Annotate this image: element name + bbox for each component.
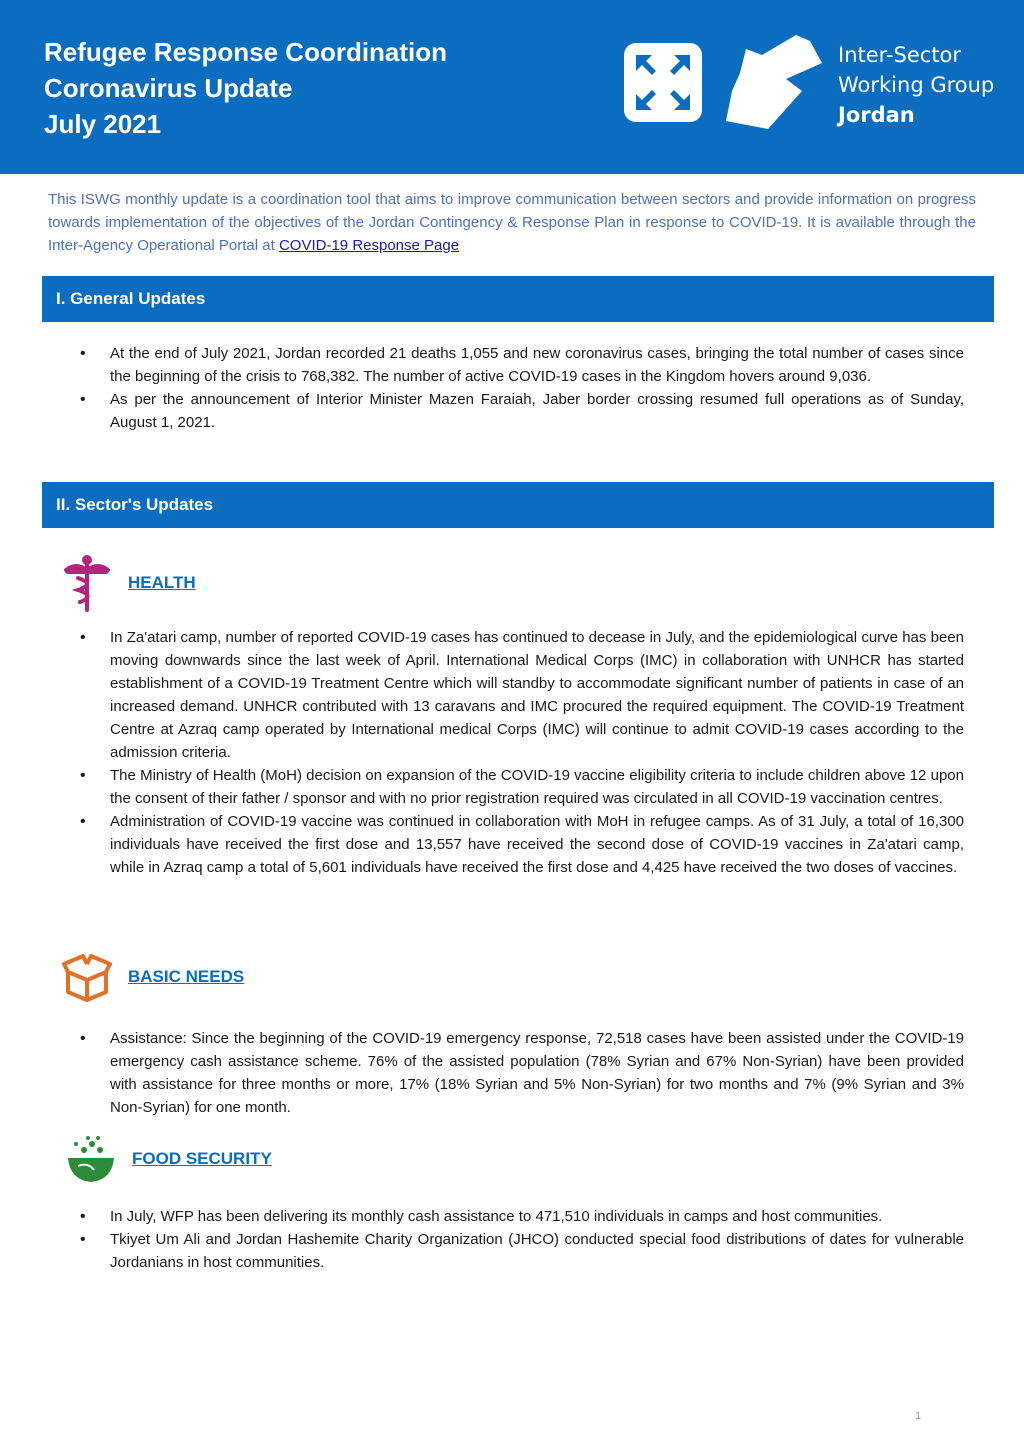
jordan-map-icon — [726, 33, 828, 129]
covid-response-page-link[interactable]: COVID-19 Response Page — [278, 237, 460, 254]
food-security-sector-header — [64, 1132, 272, 1186]
list-item: • Administration of COVID-19 vaccine was continued in collaboration with MoH in refugee camps. As of 31 July, a total of 16,300 individuals have received the first dose and 13,557 have received the second dose of COVID-19 vaccines in Za'atari camp, while in Azraq camp a total of 5,601 individuals have received the first dose and 4,425 have received the two doses of vaccines. — [78, 810, 964, 879]
health-sector-header — [62, 554, 196, 612]
food-security-sector-title[interactable]: FOOD SECURITY — [132, 1149, 272, 1168]
arrows-converging-icon — [622, 41, 704, 124]
health-sector-title[interactable]: HEALTH — [128, 573, 196, 592]
org-name-line-3: Jordan — [838, 103, 915, 127]
report-title — [44, 34, 447, 142]
report-title-line-2: Coronavirus Update — [44, 73, 293, 103]
basic-needs-sector-header — [62, 952, 244, 1002]
caduceus-icon — [62, 554, 112, 612]
list-item: • At the end of July 2021, Jordan recorded 21 deaths 1,055 and new coronavirus cases, bringing the total number of cases since the beginning of the crisis to 768,382. The number of active COVID-19 cases in the Kingdom hovers around 9,036. — [78, 342, 964, 388]
health-updates-list — [78, 626, 964, 879]
list-item: • Assistance: Since the beginning of the COVID-19 emergency response, 72,518 cases have been assisted under the COVID-19 emergency cash assistance scheme. 76% of the assisted population (78% Syrian and 67% Non-Syrian) have been provided with assistance for three months or more, 17% (18% Syrian and 5% Non-Syrian) for two months and 7% (9% Syrian and 3% Non-Syrian) for one month. — [78, 1027, 964, 1119]
basic-needs-updates-list — [78, 1027, 964, 1119]
org-name-line-2: Working Group — [838, 73, 995, 97]
page-number: 1 — [915, 1410, 922, 1422]
list-item: • In July, WFP has been delivering its monthly cash assistance to 471,510 individuals in camps and host communities. — [78, 1205, 964, 1228]
page-header — [0, 0, 1024, 174]
general-updates-list — [78, 342, 964, 434]
report-title-line-1: Refugee Response Coordination — [44, 37, 448, 67]
list-item: • In Za'atari camp, number of reported COVID-19 cases has continued to decease in July, and the epidemiological curve has been moving downwards since the last week of April. International Medical Corps (IMC) in collaboration with UNHCR has started establishment of a COVID-19 Treatment Centre which will standby to accommodate significant number of patients in case of an increased demand. UNHCR contributed with 13 caravans and IMC procured the required equipment. The COVID-19 Treatment Centre at Azraq camp operated by International medical Corps (IMC) will continue to admit COVID-19 cases according to the admission criteria. — [78, 626, 964, 764]
open-box-icon — [62, 952, 112, 1002]
list-item: • The Ministry of Health (MoH) decision on expansion of the COVID-19 vaccine eligibility criteria to include children above 12 upon the consent of their father / sponsor and with no prior registration required was circulated in all COVID-19 vaccination centres. — [78, 764, 964, 810]
intro-paragraph — [48, 188, 976, 257]
sectors-updates-heading: II. Sector's Updates — [42, 482, 994, 528]
food-security-updates-list — [78, 1205, 964, 1274]
basic-needs-sector-title[interactable]: BASIC NEEDS — [128, 967, 245, 986]
report-title-line-3: July 2021 — [44, 109, 162, 139]
list-item: • As per the announcement of Interior Minister Mazen Faraiah, Jaber border crossing resumed full operations as of Sunday, August 1, 2021. — [78, 388, 964, 434]
org-name-line-1: Inter-Sector — [838, 43, 962, 67]
org-name — [838, 40, 994, 130]
food-bowl-icon — [64, 1132, 118, 1186]
list-item: • Tkiyet Um Ali and Jordan Hashemite Charity Organization (JHCO) conducted special food distributions of dates for vulnerable Jordanians in host communities. — [78, 1228, 964, 1274]
intro-text: This ISWG monthly update is a coordination tool that aims to improve communication between sectors and provide information on progress towards implementation of the objectives of the Jordan Contingency & Response Plan in response to COVID-19. It is available through the Inter-Agency Operational Portal at — [48, 191, 976, 254]
general-updates-heading: I. General Updates — [42, 276, 994, 322]
